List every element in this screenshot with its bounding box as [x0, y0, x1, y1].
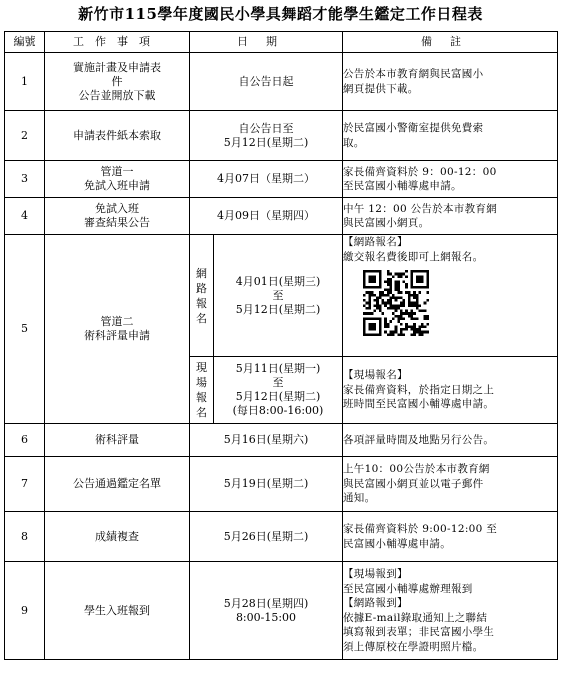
- work-item: 管道一 免試入班申請: [45, 161, 190, 198]
- row-number: 2: [5, 111, 45, 161]
- header-date: 日期: [190, 32, 343, 53]
- date-cell: 5月28日(星期四) 8:00-15:00: [190, 562, 343, 660]
- table-row: [5, 424, 558, 457]
- remark-cell: 各項評量時間及地點另行公告。: [343, 424, 558, 457]
- table-row: [5, 111, 558, 161]
- date-cell: 5月16日(星期六): [190, 424, 343, 457]
- table-row: [5, 161, 558, 198]
- date-cell: 4月07日（星期二）: [190, 161, 343, 198]
- onsite-registration-remark: 【現場報名】 家長備齊資料，於指定日期之上 班時間至民富國小輔導處申請。: [343, 357, 558, 424]
- table-row: [5, 457, 558, 512]
- online-registration-remark: 【網路報名】 繳交報名費後即可上網報名。: [343, 235, 558, 357]
- remark-cell: 上午10：00公告於本市教育網 與民富國小網頁並以電子郵件 通知。: [343, 457, 558, 512]
- row-number: 6: [5, 424, 45, 457]
- row-number: 7: [5, 457, 45, 512]
- table-row: [5, 53, 558, 111]
- remark-cell: 於民富國小警衛室提供免費索 取。: [343, 111, 558, 161]
- date-cell: 4月09日（星期四）: [190, 198, 343, 235]
- remark-cell: 家長備齊資料於 9：00-12：00 至民富國小輔導處申請。: [343, 161, 558, 198]
- date-cell: 5月26日(星期二): [190, 512, 343, 562]
- date-cell: 5月19日(星期二): [190, 457, 343, 512]
- work-item: 申請表件紙本索取: [45, 111, 190, 161]
- table-row: [5, 562, 558, 660]
- row-number: 8: [5, 512, 45, 562]
- registration-qr-code[interactable]: [363, 270, 429, 336]
- row-number: 4: [5, 198, 45, 235]
- onsite-registration-date: 5月11日(星期一) 至 5月12日(星期二) (每日8:00-16:00): [214, 357, 343, 424]
- work-item: 公告通過鑑定名單: [45, 457, 190, 512]
- row-number: 5: [5, 235, 45, 424]
- work-item: 實施計畫及申請表 件 公告並開放下載: [45, 53, 190, 111]
- header-remark: 備註: [343, 32, 558, 53]
- onsite-registration-label: 現 場 報 名: [190, 357, 214, 424]
- online-registration-date: 4月01日(星期三) 至 5月12日(星期二): [214, 235, 343, 357]
- work-item: 管道二 術科評量申請: [45, 235, 190, 424]
- table-row: [5, 512, 558, 562]
- remark-cell: 【現場報到】 至民富國小輔導處辦理報到 【網路報到】 依據E-mail錄取通知上之聯結 填寫報到表單；非民富國小學生 須上傳原校在學證明照片檔。: [343, 562, 558, 660]
- work-item: 免試入班 審查結果公告: [45, 198, 190, 235]
- table-row: [5, 198, 558, 235]
- page-title: 新竹市115學年度國民小學具舞蹈才能學生鑑定工作日程表: [78, 5, 483, 23]
- table-header-row: [5, 32, 558, 53]
- date-cell: 自公告日起: [190, 53, 343, 111]
- remark-cell: 公告於本市教育網與民富國小 網頁提供下載。: [343, 53, 558, 111]
- work-item: 術科評量: [45, 424, 190, 457]
- remark-cell: 中午 12：00 公告於本市教育網 與民富國小網頁。: [343, 198, 558, 235]
- table-row: [5, 235, 558, 357]
- header-work: 工作事項: [45, 32, 190, 53]
- remark-cell: 家長備齊資料於 9:00-12:00 至 民富國小輔導處申請。: [343, 512, 558, 562]
- row-number: 1: [5, 53, 45, 111]
- header-no: 編號: [5, 32, 45, 53]
- row-number: 3: [5, 161, 45, 198]
- date-cell: 自公告日至 5月12日(星期二): [190, 111, 343, 161]
- online-registration-label: 網 路 報 名: [190, 235, 214, 357]
- work-item: 學生入班報到: [45, 562, 190, 660]
- schedule-table: [4, 31, 558, 660]
- work-item: 成績複查: [45, 512, 190, 562]
- row-number: 9: [5, 562, 45, 660]
